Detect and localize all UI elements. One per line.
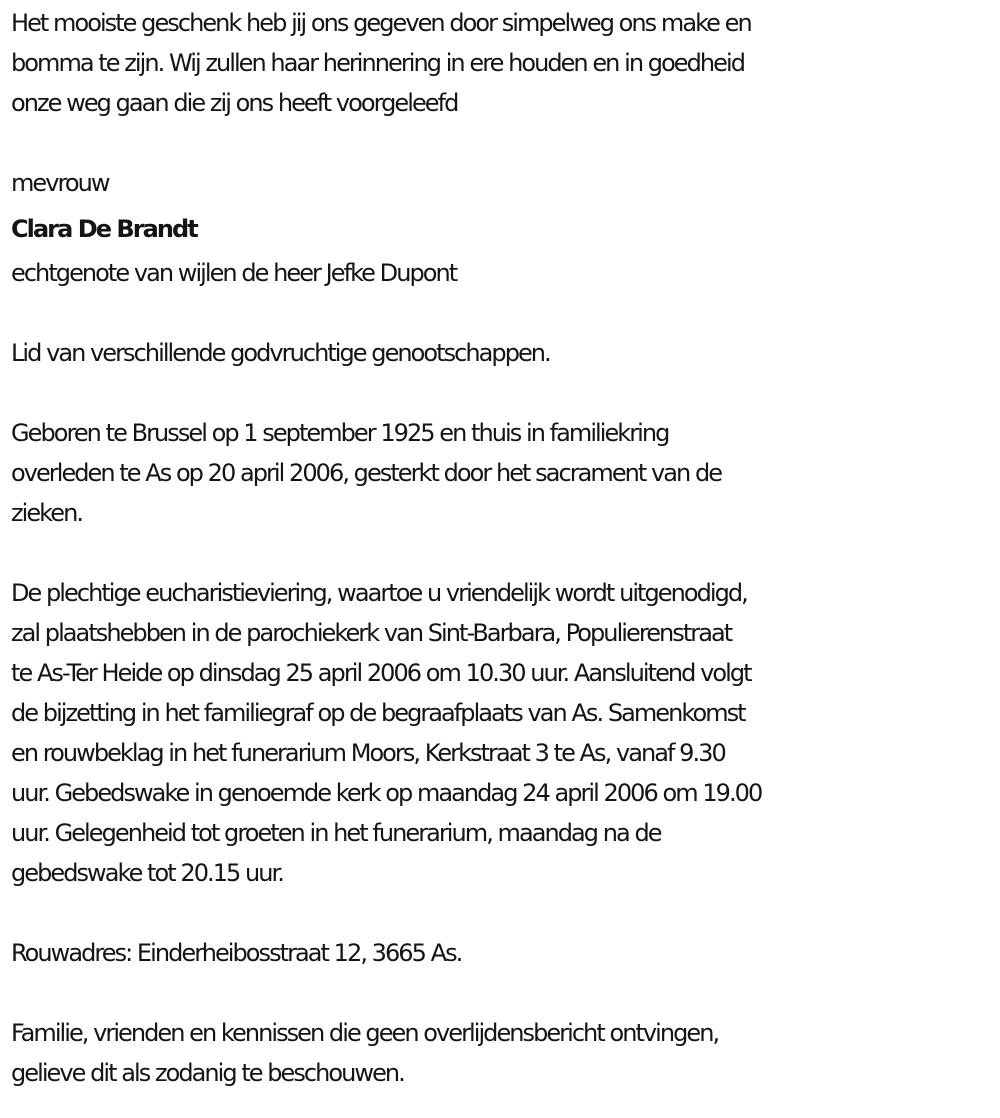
deceased-name: Clara De Brandt — [11, 215, 197, 243]
text-line: De plechtige eucharistieviering, waartoe u vriendelijk wordt uitgenodigd, — [11, 579, 747, 607]
text-line: de bijzetting in het familiegraf op de begraafplaats van As. Samenkomst — [11, 699, 745, 727]
paragraph-spacer — [11, 533, 992, 573]
membership-line: Lid van verschillende godvruchtige genootschappen. — [11, 339, 550, 367]
text-line: uur. Gebedswake in genoemde kerk op maandag 24 april 2006 om 19.00 — [11, 779, 762, 807]
mourning-address: Rouwadres: Einderheibosstraat 12, 3665 As. — [11, 939, 462, 967]
ceremony-paragraph — [11, 573, 992, 893]
paragraph-spacer — [11, 373, 992, 413]
closing-paragraph — [11, 1013, 992, 1093]
text-line: te As-Ter Heide op dinsdag 25 april 2006 om 10.30 uur. Aansluitend volgt — [11, 659, 751, 687]
text-line: overleden te As op 20 april 2006, gesterkt door het sacrament van de — [11, 459, 722, 487]
text-line: uur. Gelegenheid tot groeten in het funerarium, maandag na de — [11, 819, 661, 847]
text-line: zieken. — [11, 499, 83, 527]
text-line: zal plaatshebben in de parochiekerk van Sint-Barbara, Populierenstraat — [11, 619, 732, 647]
intro-paragraph — [11, 3, 992, 123]
paragraph-spacer — [11, 123, 992, 163]
text-line: Familie, vrienden en kennissen die geen overlijdensbericht ontvingen, — [11, 1019, 719, 1047]
text-line: gebedswake tot 20.15 uur. — [11, 859, 283, 887]
paragraph-spacer — [11, 973, 992, 1013]
text-line: onze weg gaan die zij ons heeft voorgeleefd — [11, 89, 458, 117]
text-line: bomma te zijn. Wij zullen haar herinnering in ere houden en in goedheid — [11, 49, 744, 77]
birth-death-paragraph — [11, 413, 992, 533]
text-line: Geboren te Brussel op 1 september 1925 en thuis in familiekring — [11, 419, 669, 447]
paragraph-spacer — [11, 293, 992, 333]
paragraph-spacer — [11, 893, 992, 933]
spouse-line: echtgenote van wijlen de heer Jefke Dupont — [11, 259, 457, 287]
text-line: en rouwbeklag in het funerarium Moors, Kerkstraat 3 te As, vanaf 9.30 — [11, 739, 725, 767]
text-line: Het mooiste geschenk heb jij ons gegeven door simpelweg ons make en — [11, 9, 751, 37]
text-line: gelieve dit als zodanig te beschouwen. — [11, 1059, 404, 1087]
salutation: mevrouw — [11, 169, 109, 197]
